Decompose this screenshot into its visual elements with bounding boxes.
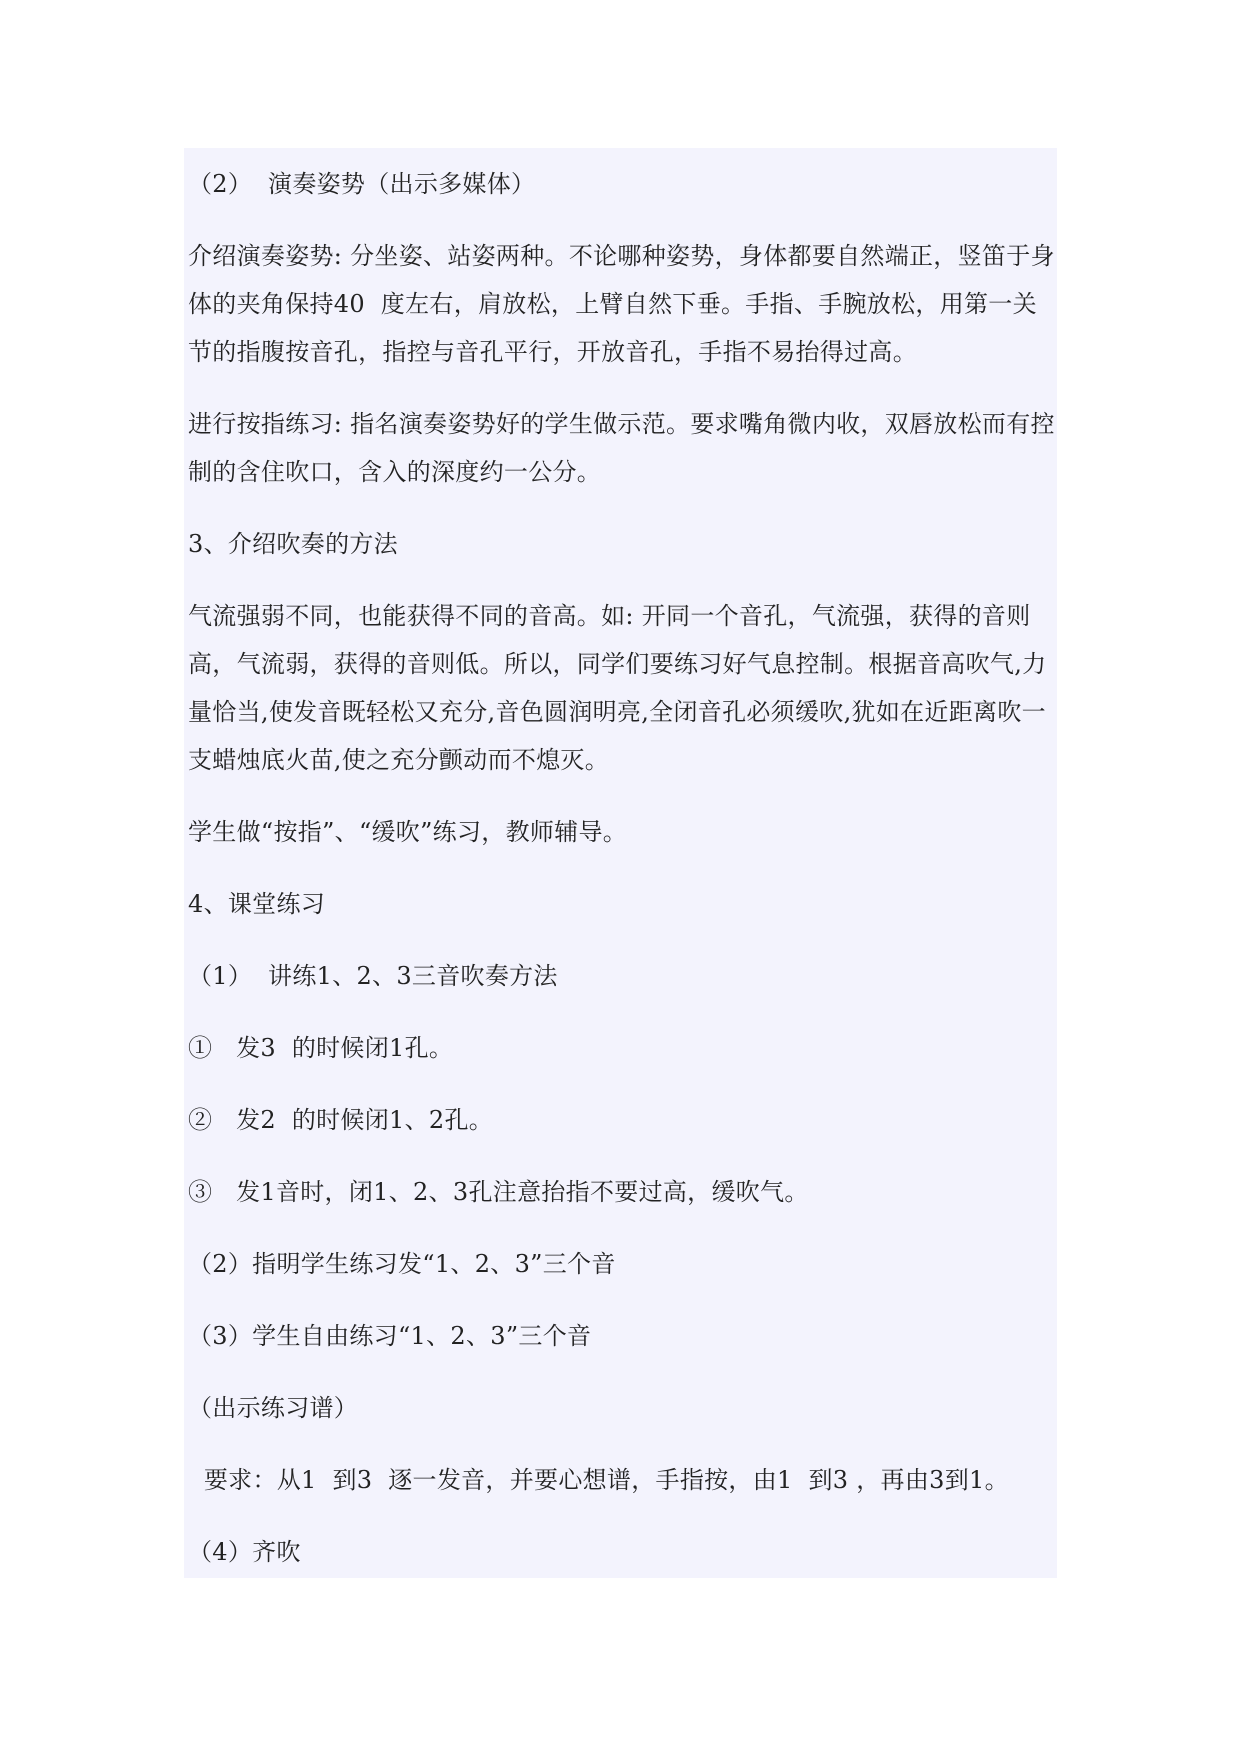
paragraph-finger-practice: 进行按指练习: 指名演奏姿势好的学生做示范。要求嘴角微内收，双唇放松而有控制的含住吹口，含入的深度约一公分。 <box>188 410 1055 486</box>
subheading-performance-posture: （2） 演奏姿势（出示多媒体） <box>188 170 536 198</box>
paragraph-requirements: 要求：从1 到3 逐一发音，并要心想谱，手指按，由1 到3 ，再由3到1。 <box>188 1466 1009 1494</box>
list-item-note-1: ③ 发1音时，闭1、2、3孔注意抬指不要过高，缓吹气。 <box>188 1178 809 1206</box>
list-item-note-3: ① 发3 的时候闭1孔。 <box>188 1034 454 1062</box>
subheading-three-notes: （1） 讲练1、2、3三音吹奏方法 <box>188 962 558 990</box>
note-show-score: （出示练习谱） <box>188 1394 359 1422</box>
list-item-note-2: ② 发2 的时候闭1、2孔。 <box>188 1106 494 1134</box>
paragraph-posture-intro: 介绍演奏姿势: 分坐姿、站姿两种。不论哪种姿势，身体都要自然端正，竖笛于身体的夹角保持40 度左右，肩放松，上臂自然下垂。手指、手腕放松，用第一关节的指腹按音孔，指控与音孔平行，开放音孔，手指不易抬得过高。 <box>188 242 1055 366</box>
subheading-free-practice: （3）学生自由练习“1、2、3”三个音 <box>188 1322 592 1350</box>
subheading-designated-practice: （2）指明学生练习发“1、2、3”三个音 <box>188 1250 616 1278</box>
paragraph-student-exercise: 学生做“按指”、“缓吹”练习，教师辅导。 <box>188 818 628 846</box>
heading-classroom-practice: 4、课堂练习 <box>188 890 326 918</box>
subheading-group-blow: （4）齐吹 <box>188 1538 301 1566</box>
paragraph-airflow: 气流强弱不同，也能获得不同的音高。如: 开同一个音孔，气流强，获得的音则高，气流弱，获得的音则低。所以，同学们要练习好气息控制。根据音高吹气,力量恰当,使发音既轻松又充分,音色圆润明亮,全闭音孔必须缓吹,犹如在近距离吹一支蜡烛底火苗,使之充分颤动而不熄灭。 <box>188 602 1047 774</box>
heading-blowing-method: 3、介绍吹奏的方法 <box>188 530 398 558</box>
document-body <box>184 148 1057 1578</box>
